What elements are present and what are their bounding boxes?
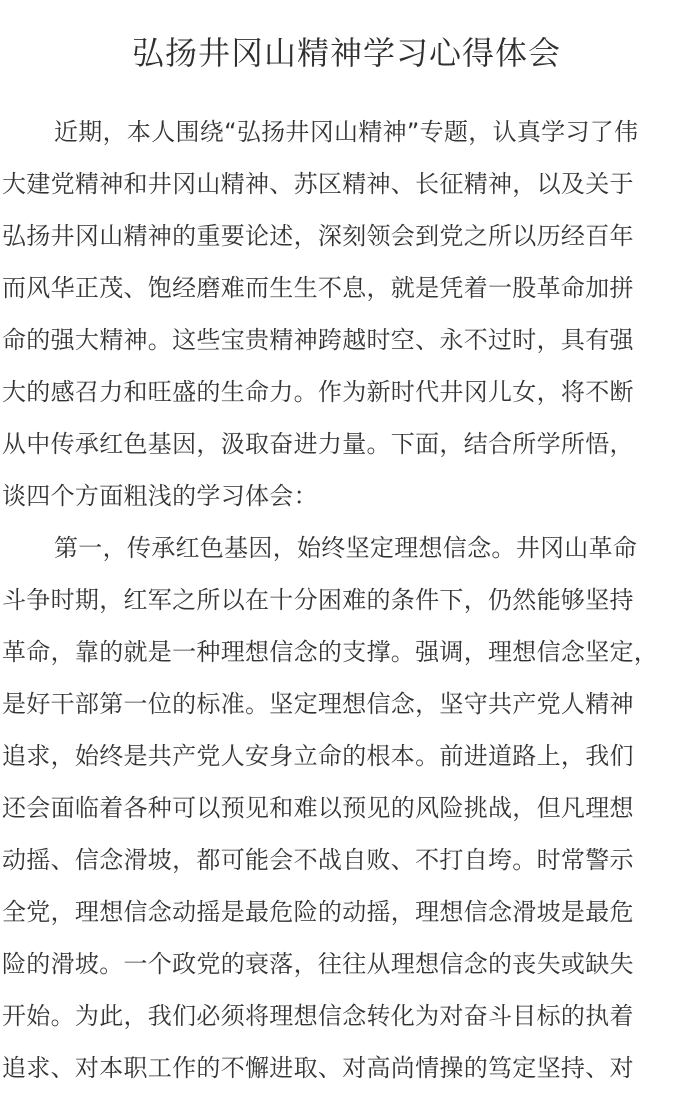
text-line: 谈四个方面粗浅的学习体会： [2, 482, 318, 510]
text-line: 从中传承红色基因，汲取奋进力量。下面，结合所学所悟， [2, 430, 634, 458]
text-line: 追求，始终是共产党人安身立命的根本。前进道路上，我们 [2, 742, 634, 770]
document-body [2, 106, 691, 1094]
text-line: 大建党精神和井冈山精神、苏区精神、长征精神，以及关于 [2, 170, 634, 198]
text-line: 追求、对本职工作的不懈进取、对高尚情操的笃定坚持、对 [2, 1054, 634, 1082]
text-line: 险的滑坡。一个政党的衰落，往往从理想信念的丧失或缺失 [2, 950, 634, 978]
text-line: 弘扬井冈山精神的重要论述，深刻领会到党之所以历经百年 [2, 222, 634, 250]
text-line: 斗争时期，红军之所以在十分困难的条件下，仍然能够坚持 [2, 586, 634, 614]
text-line: 革命，靠的就是一种理想信念的支撑。强调，理想信念坚定， [2, 638, 659, 666]
text-line: 全党，理想信念动摇是最危险的动摇，理想信念滑坡是最危 [2, 898, 634, 926]
text-line: 大的感召力和旺盛的生命力。作为新时代井冈儿女，将不断 [2, 378, 634, 406]
document-title: 弘扬井冈山精神学习心得体会 [131, 34, 561, 72]
text-line: 而风华正茂、饱经磨难而生生不息，就是凭着一股革命加拼 [2, 274, 634, 302]
text-line: 动摇、信念滑坡，都可能会不战自败、不打自垮。时常警示 [2, 846, 634, 874]
paragraph-first-line: 近期，本人围绕“弘扬井冈山精神”专题，认真学习了伟 [54, 118, 639, 146]
text-line: 是好干部第一位的标准。坚定理想信念，坚守共产党人精神 [2, 690, 634, 718]
text-line: 开始。为此，我们必须将理想信念转化为对奋斗目标的执着 [2, 1002, 634, 1030]
text-line: 命的强大精神。这些宝贵精神跨越时空、永不过时，具有强 [2, 326, 634, 354]
text-line: 还会面临着各种可以预见和难以预见的风险挑战，但凡理想 [2, 794, 634, 822]
paragraph-first-line: 第一，传承红色基因，始终坚定理想信念。井冈山革命 [54, 534, 638, 562]
